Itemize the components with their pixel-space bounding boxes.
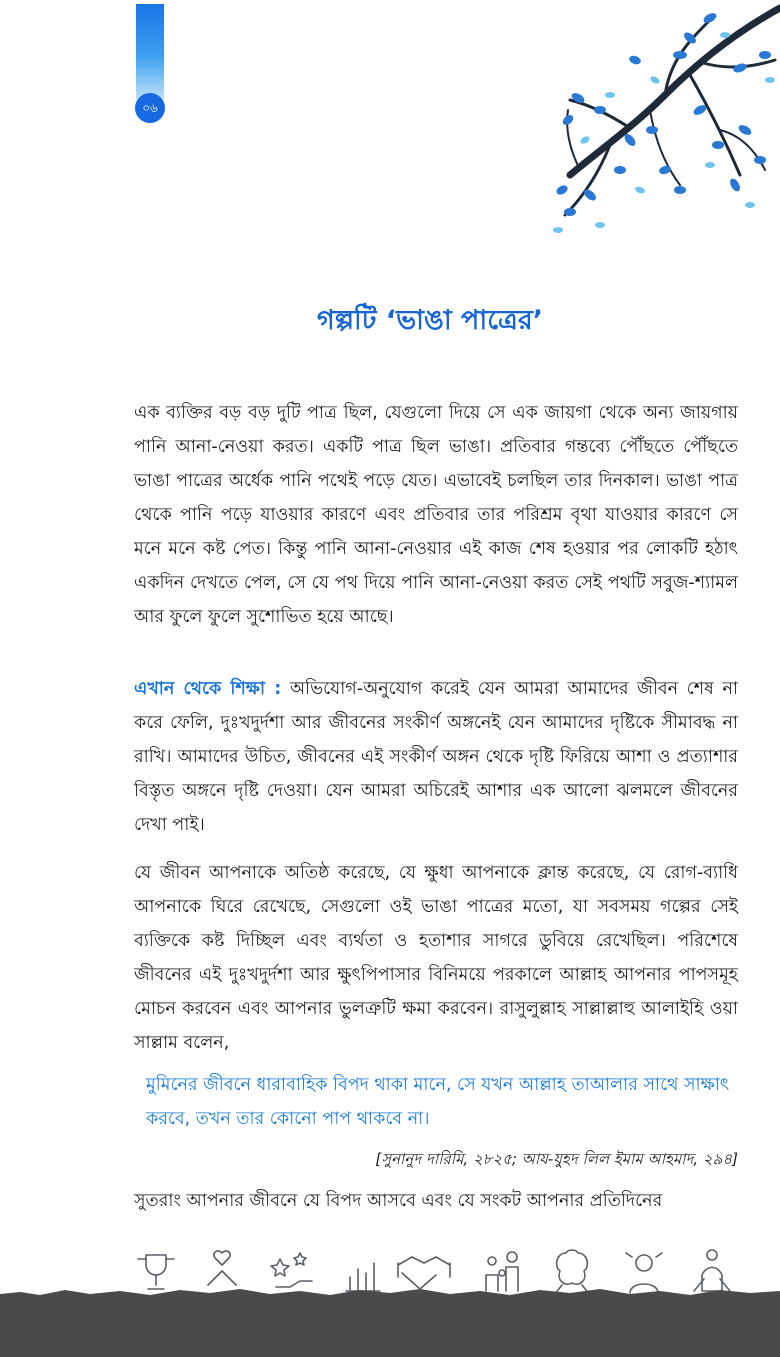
lesson-text: অভিযোগ-অনুযোগ করেই যেন আমরা আমাদের জীবন শেষ না করে ফেলি, দুঃখদুর্দশা আর জীবনের সংকীর্ণ অঙ্গনেই যেন আমাদের দৃষ্টিকে সীমাবদ্ধ না রাখি। আমাদের উচিত, জীবনের এই সংকীর্ণ অঙ্গন থেকে দৃষ্টি ফিরিয়ে আশা ও প্রত্যাশার বিস্তৃত অঙ্গনে দৃষ্টি দেওয়া। যেন আমরা অচিরেই আশার এক আলো ঝলমলে জীবনের দেখা পাই। <box>134 679 738 835</box>
handshake-heart-icon <box>208 1251 236 1285</box>
hadith-quote: মুমিনের জীবনে ধারাবাহিক বিপদ থাকা মানে, সে যখন আল্লাহ তাআলার সাথে সাক্ষাৎ করবে, তখন তার কোনো পাপ থাকবে না। <box>146 1075 730 1129</box>
page-title: গল্পটি ‘ভাঙা পাত্রের’ <box>317 305 543 336</box>
helping-hand-icon <box>694 1250 730 1291</box>
page-number-badge: ০৬ <box>135 93 165 123</box>
tree-branch-illustration <box>540 0 780 250</box>
trophy-icon <box>138 1255 174 1289</box>
footer-band <box>0 1296 780 1357</box>
lesson-label: এখান থেকে শিক্ষা : <box>134 679 282 699</box>
story-paragraph: এক ব্যক্তির বড় বড় দুটি পাত্র ছিল, যেগুলো দিয়ে সে এক জায়গা থেকে অন্য জায়গায় পানি আনা-নেওয়া করত। একটি পাত্র ছিল ভাঙা। প্রতিবার গন্তব্যে পৌঁছতে পৌঁছতে ভাঙা পাত্রের অর্ধেক পানি পথেই পড়ে যেত। এভাবেই চলছিল তার দিনকাল। ভাঙা পাত্র থেকে পানি পড়ে যাওয়ার কারণে এবং প্রতিবার তার পরিশ্রম বৃথা যাওয়ার কারণে সে মনে মনে কষ্ট পেত। কিন্তু পানি আনা-নেওয়ার এই কাজ শেষ হওয়ার পর লোকটি হঠাৎ একদিন দেখতে পেল, সে যে পথ দিয়ে পানি আনা-নেওয়া করত সেই পথটি সবুজ-শ্যামল আর ফুলে ফুলে সুশোভিত হয়ে আছে। <box>134 403 738 627</box>
reflection-paragraph: যে জীবন আপনাকে অতিষ্ঠ করেছে, যে ক্ষুধা আপনাকে ক্লান্ত করেছে, যে রোগ-ব্যাধি আপনাকে ঘিরে রেখেছে, সেগুলো ওই ভাঙা পাত্রের মতো, যা সবসময় গল্পের সেই ব্যক্তিকে কষ্ট দিচ্ছিল এবং ব্যর্থতা ও হতাশার সাগরে ডুবিয়ে রেখেছিল। পরিশেষে জীবনের এই দুঃখদুর্দশা আর ক্ষুৎপিপাসার বিনিময়ে পরকালে আল্লাহ আপনার পাপসমূহ মোচন করবেন এবং আপনার ভুলত্রুটি ক্ষমা করবেন। রাসুলুল্লাহ সাল্লাল্লাহু আলাইহি ওয়া সাল্লাম বলেন, <box>134 863 738 1053</box>
footer-rough-edge <box>0 1286 780 1300</box>
continuation-paragraph: সুতরাং আপনার জীবনে যে বিপদ আসবে এবং যে সংকট আপনার প্রতিদিনের <box>134 1191 663 1211</box>
hadith-citation: [সুনানুদ দারিমি, ২৮২৫; আয-যুহদ লিল ইমাম আহমাদ, ২৯৪] <box>375 1150 738 1168</box>
handshake-icon <box>398 1257 450 1289</box>
lesson-paragraph <box>134 672 738 842</box>
stars-hand-icon <box>271 1253 312 1287</box>
page-tab-bar <box>136 4 164 100</box>
